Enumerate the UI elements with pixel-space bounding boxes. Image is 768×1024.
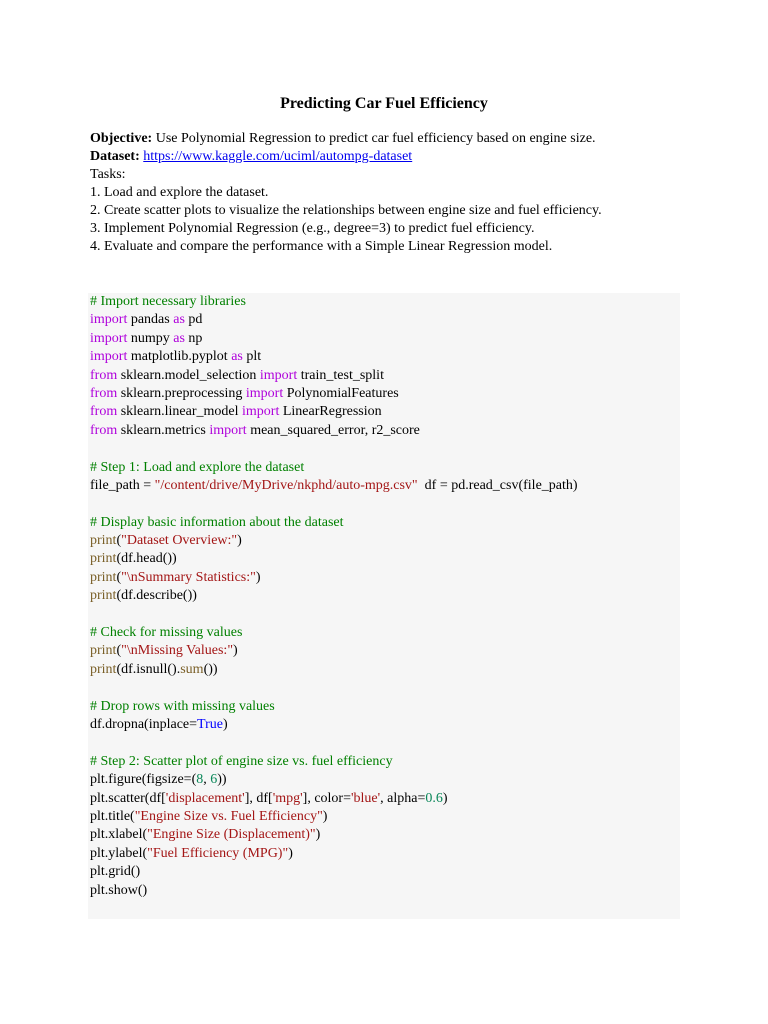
code-string: "Fuel Efficiency (MPG)" <box>147 845 289 861</box>
code-string: "Engine Size vs. Fuel Efficiency" <box>134 808 323 824</box>
code-comment: # Check for missing values <box>90 625 243 641</box>
code-string: 'blue' <box>350 790 381 806</box>
code-keyword: import <box>245 385 284 401</box>
code-text: plt.title( <box>90 808 135 824</box>
code-boolean: True <box>197 716 223 732</box>
code-line <box>90 311 678 329</box>
code-line <box>90 477 678 495</box>
code-text: , <box>203 772 211 788</box>
code-line <box>90 587 678 605</box>
code-text: ) <box>288 845 293 861</box>
code-text: df.dropna(inplace= <box>90 716 198 732</box>
code-string: "\nSummary Statistics:" <box>121 569 256 585</box>
page-title: Predicting Car Fuel Efficiency <box>280 95 488 112</box>
code-comment: # Step 1: Load and explore the dataset <box>90 459 305 475</box>
code-text: ) <box>255 569 261 585</box>
code-listing <box>90 293 678 900</box>
code-line <box>90 826 678 844</box>
code-line <box>90 698 678 716</box>
code-line <box>90 367 678 385</box>
code-line <box>90 845 678 863</box>
code-builtin: print <box>90 533 117 549</box>
tasks-label: Tasks: <box>90 167 126 182</box>
code-line <box>90 771 678 789</box>
code-keyword: from <box>90 385 118 401</box>
dataset-line <box>90 148 730 166</box>
code-text: ) <box>233 643 238 659</box>
code-keyword: from <box>90 367 118 383</box>
code-text: plt.grid() <box>90 864 141 880</box>
code-block[interactable] <box>88 293 680 919</box>
code-keyword: import <box>242 404 280 420</box>
code-text: pandas <box>127 312 174 328</box>
code-builtin: sum <box>180 661 204 677</box>
code-keyword: as <box>231 349 243 365</box>
code-text: ( <box>116 533 122 549</box>
assignment-intro <box>90 130 730 256</box>
code-line <box>90 330 678 348</box>
code-line <box>90 293 678 311</box>
objective-label: Objective: <box>90 131 153 146</box>
code-text: LinearRegression <box>279 404 382 420</box>
code-text: ) <box>442 790 448 806</box>
code-text: ( <box>116 643 122 659</box>
code-keyword: import <box>259 367 298 383</box>
code-text: (df.head()) <box>116 551 177 567</box>
code-line <box>90 514 678 532</box>
code-text: plt.xlabel( <box>90 827 148 843</box>
code-string: 'mpg' <box>272 790 303 806</box>
code-builtin: print <box>90 643 117 659</box>
code-number: 6 <box>210 772 218 788</box>
code-string: 'displacement' <box>165 790 245 806</box>
code-line <box>90 679 678 697</box>
code-text: ) <box>237 533 242 549</box>
objective-line <box>90 130 730 148</box>
code-text: ( <box>116 569 122 585</box>
code-line <box>90 863 678 881</box>
objective-text: Use Polynomial Regression to predict car fuel efficiency based on engine size. <box>152 131 596 146</box>
code-text: plt.figure(figsize=( <box>90 772 197 788</box>
code-line <box>90 642 678 660</box>
dataset-link[interactable]: https://www.kaggle.com/uciml/autompg-dataset <box>143 149 413 164</box>
code-text: file_path = <box>90 477 155 493</box>
code-text: ], color= <box>302 790 351 806</box>
code-builtin: print <box>90 551 117 567</box>
code-comment: # Display basic information about the dataset <box>90 514 344 530</box>
code-comment: # Drop rows with missing values <box>90 698 275 714</box>
code-keyword: import <box>90 349 128 365</box>
code-keyword: import <box>90 312 128 328</box>
code-line <box>90 790 678 808</box>
code-line <box>90 495 678 513</box>
code-keyword: as <box>173 312 185 328</box>
code-keyword: from <box>90 422 118 438</box>
code-text: plt.show() <box>90 882 148 898</box>
code-keyword: import <box>90 330 128 346</box>
code-text: sklearn.metrics <box>117 422 210 438</box>
code-line <box>90 348 678 366</box>
code-line <box>90 569 678 587</box>
code-text: PolynomialFeatures <box>283 385 399 401</box>
task-item-4: 4. Evaluate and compare the performance with a Simple Linear Regression model. <box>90 239 553 254</box>
code-line <box>90 440 678 458</box>
code-text: plt.ylabel( <box>90 845 148 861</box>
code-text: (df.describe()) <box>116 588 197 604</box>
code-text: sklearn.model_selection <box>117 367 260 383</box>
code-text: ) <box>322 808 328 824</box>
code-line <box>90 532 678 550</box>
code-line <box>90 661 678 679</box>
code-text: plt.scatter(df[ <box>90 790 166 806</box>
code-text: sklearn.preprocessing <box>117 385 246 401</box>
code-builtin: print <box>90 569 117 585</box>
code-text: np <box>184 330 203 346</box>
code-line <box>90 716 678 734</box>
code-comment: # Import necessary libraries <box>90 294 246 309</box>
code-line <box>90 606 678 624</box>
code-string: "/content/drive/MyDrive/nkphd/auto-mpg.csv" <box>154 477 418 493</box>
code-line <box>90 550 678 568</box>
code-number: 0.6 <box>425 790 443 806</box>
code-string: "\nMissing Values:" <box>121 643 234 659</box>
code-text: df = pd.read_csv(file_path) <box>417 477 578 493</box>
code-builtin: print <box>90 661 117 677</box>
code-comment: # Step 2: Scatter plot of engine size vs. fuel efficiency <box>90 753 393 769</box>
code-line <box>90 734 678 752</box>
task-item-1: 1. Load and explore the dataset. <box>90 185 269 200</box>
code-text: )) <box>217 772 227 788</box>
code-text: ) <box>315 827 321 843</box>
code-keyword: import <box>209 422 247 438</box>
code-line <box>90 459 678 477</box>
code-line <box>90 403 678 421</box>
code-text: mean_squared_error, r2_score <box>246 422 420 438</box>
code-text: numpy <box>127 330 174 346</box>
dataset-label: Dataset: <box>90 149 140 164</box>
code-text: matplotlib.pyplot <box>127 349 232 365</box>
code-keyword: as <box>173 330 185 346</box>
task-item-2: 2. Create scatter plots to visualize the relationships between engine size and fuel efficiency. <box>90 203 602 218</box>
code-string: "Dataset Overview:" <box>121 533 238 549</box>
code-line <box>90 385 678 403</box>
code-string: "Engine Size (Displacement)" <box>147 827 316 843</box>
code-text: ], df[ <box>244 790 273 806</box>
code-text: (df.isnull(). <box>116 661 181 677</box>
code-line <box>90 753 678 771</box>
code-text: sklearn.linear_model <box>117 404 243 420</box>
code-line <box>90 624 678 642</box>
code-line <box>90 808 678 826</box>
code-text: , alpha= <box>380 790 426 806</box>
code-text: train_test_split <box>297 367 384 383</box>
code-keyword: from <box>90 404 118 420</box>
code-number: 8 <box>196 772 204 788</box>
code-text: plt <box>242 349 262 365</box>
code-line <box>90 882 678 900</box>
code-text: pd <box>184 312 203 328</box>
code-text: ()) <box>203 661 218 677</box>
code-line <box>90 422 678 440</box>
code-text: ) <box>222 716 228 732</box>
code-builtin: print <box>90 588 117 604</box>
task-item-3: 3. Implement Polynomial Regression (e.g., degree=3) to predict fuel efficiency. <box>90 221 535 236</box>
